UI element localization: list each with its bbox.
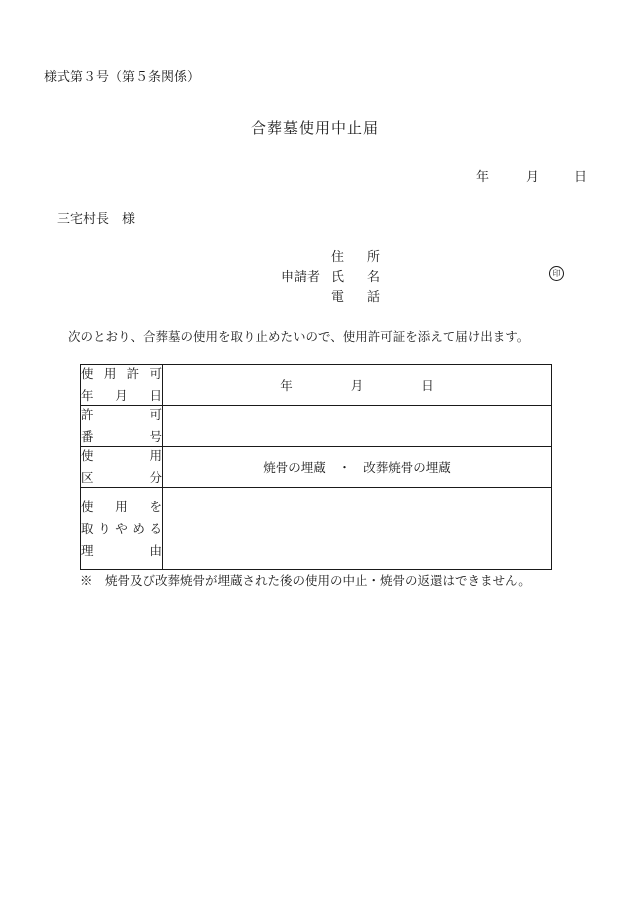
cancel-reason-field[interactable] — [163, 488, 552, 570]
usage-type-label — [81, 447, 163, 488]
footnote: ※ 焼骨及び改葬焼骨が埋蔵された後の使用の中止・焼骨の返還はできません。 — [80, 573, 531, 588]
label-char: り — [98, 520, 111, 536]
label-char: 使 — [81, 498, 94, 514]
label-char: 用 — [103, 366, 117, 381]
label-char: 可 — [149, 407, 162, 422]
label-char: 日 — [149, 388, 162, 403]
table-row — [81, 406, 552, 447]
label-char: 使 — [81, 448, 94, 463]
label-char: 用 — [149, 448, 162, 463]
label-char: 許 — [81, 407, 94, 422]
document-title: 合葬墓使用中止届 — [250, 119, 379, 137]
table-row — [81, 488, 552, 570]
table-row — [81, 447, 552, 488]
label-char: 取 — [81, 520, 94, 536]
recipient: 三宅村長 様 — [57, 212, 136, 227]
date-day-label: 日 — [574, 170, 588, 185]
form-table — [80, 364, 552, 570]
name-label-2: 名 — [367, 270, 381, 285]
label-char: 理 — [81, 542, 94, 558]
label-char: 分 — [149, 470, 162, 485]
label-char: を — [149, 498, 162, 514]
name-label-1: 氏 — [331, 270, 345, 285]
label-char: る — [149, 520, 162, 536]
permit-date-month: 月 — [350, 378, 364, 393]
label-char: 由 — [149, 542, 162, 558]
address-label-2: 所 — [367, 250, 381, 265]
permit-number-field[interactable] — [163, 406, 552, 447]
phone-label-1: 電 — [331, 290, 345, 305]
phone-label-2: 話 — [367, 290, 381, 305]
form-reference: 様式第３号（第５条関係） — [44, 70, 201, 85]
usage-type-options: 焼骨の埋蔵 ・ 改葬焼骨の埋蔵 — [263, 460, 451, 475]
label-char: 許 — [126, 366, 140, 381]
usage-type-field[interactable] — [163, 447, 552, 488]
permit-number-label — [81, 406, 163, 447]
label-char: 月 — [115, 388, 128, 403]
permit-date-day: 日 — [421, 378, 434, 393]
label-char: 番 — [81, 429, 94, 444]
label-char: め — [132, 520, 145, 536]
address-label-1: 住 — [331, 250, 345, 265]
permit-date-year: 年 — [280, 378, 293, 393]
seal-mark: 印 — [549, 266, 564, 281]
table-row — [81, 365, 552, 406]
label-char: 用 — [115, 498, 128, 514]
date-year-label: 年 — [476, 170, 490, 185]
label-char: や — [115, 520, 128, 536]
date-month-label: 月 — [526, 170, 540, 185]
permit-date-field[interactable] — [163, 365, 552, 406]
label-char: 可 — [149, 366, 162, 381]
label-char: 号 — [149, 429, 162, 444]
applicant-label: 申請者 — [281, 270, 321, 285]
label-char: 年 — [81, 388, 94, 403]
cancel-reason-label — [81, 488, 163, 570]
permit-date-label — [81, 365, 163, 406]
label-char: 区 — [81, 470, 94, 485]
body-text: 次のとおり、合葬墓の使用を取り止めたいので、使用許可証を添えて届け出ます。 — [68, 329, 530, 344]
label-char: 使 — [81, 366, 94, 381]
